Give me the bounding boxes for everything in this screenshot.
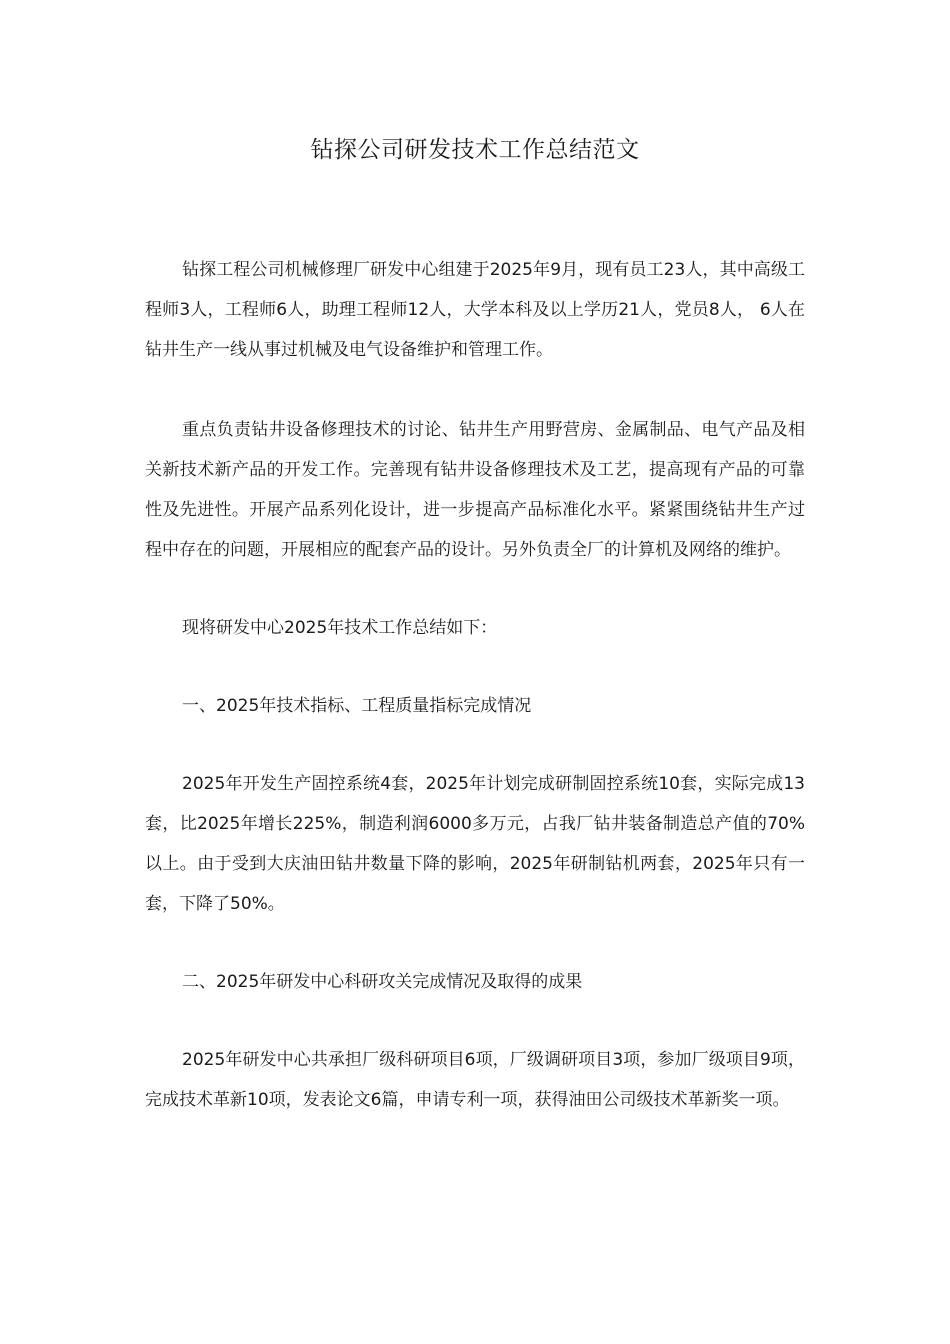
section-heading-2: 二、2025年研发中心科研攻关完成情况及取得的成果 [182, 972, 583, 992]
document-body [145, 250, 805, 1120]
paragraph-intro: 钻探工程公司机械修理厂研发中心组建于2025年9月，现有员工23人，其中高级工程师3人，工程师6人，助理工程师12人，大学本科及以上学历21人，党员8人， 6人在钻井生产一线从事过机械及电气设备维护和管理工作。 [145, 260, 805, 360]
section-heading-1: 一、2025年技术指标、工程质量指标完成情况 [182, 696, 532, 716]
paragraph-section-1: 2025年开发生产固控系统4套，2025年计划完成研制固控系统10套，实际完成13套，比2025年增长225%，制造利润6000多万元，占我厂钻井装备制造总产值的70%以上。由于受到大庆油田钻井数量下降的影响，2025年研制钻机两套，2025年只有一套，下降了50%。 [145, 774, 805, 914]
document-title: 钻探公司研发技术工作总结范文 [310, 137, 640, 163]
paragraph-responsibilities: 重点负责钻井设备修理技术的讨论、钻井生产用野营房、金属制品、电气产品及相关新技术新产品的开发工作。完善现有钻井设备修理技术及工艺，提高现有产品的可靠性及先进性。开展产品系列化设计，进一步提高产品标准化水平。紧紧围绕钻井生产过程中存在的问题，开展相应的配套产品的设计。另外负责全厂的计算机及网络的维护。 [145, 420, 805, 560]
paragraph-summary-lead: 现将研发中心2025年技术工作总结如下： [182, 618, 498, 638]
paragraph-section-2: 2025年研发中心共承担厂级科研项目6项，厂级调研项目3项，参加厂级项目9项，完成技术革新10项，发表论文6篇，申请专利一项，获得油田公司级技术革新奖一项。 [145, 1050, 805, 1110]
